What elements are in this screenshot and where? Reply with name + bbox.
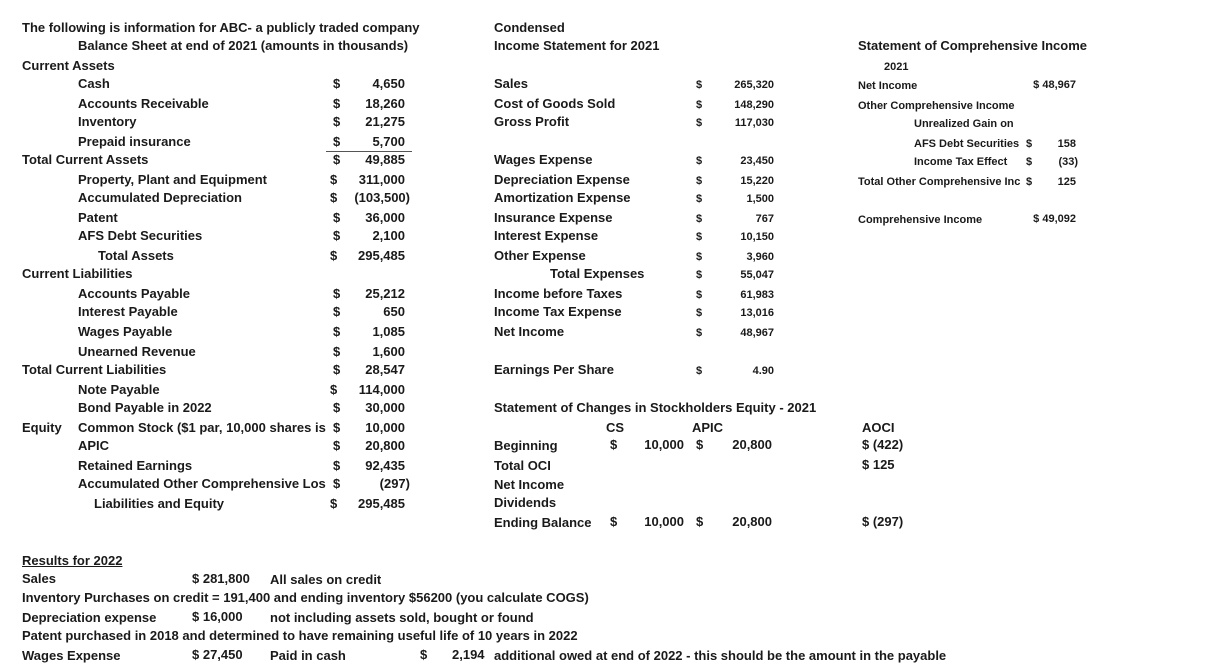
is-row-label: Depreciation Expense <box>494 172 630 187</box>
results-dep-value: $ 16,000 <box>192 609 243 624</box>
bs-row-dollar: $ <box>333 476 341 491</box>
is-row-dollar: $ <box>696 231 703 243</box>
results-wages-owed-note: additional owed at end of 2022 - this should be the amount in the payable <box>494 648 947 663</box>
ending-apic-value: 20,800 <box>732 514 772 529</box>
total-oci-aoci-value: $ 125 <box>862 457 895 472</box>
is-row-value: 15,220 <box>740 175 774 187</box>
dividends-label: Dividends <box>494 495 557 510</box>
total-oci-label: Total OCI <box>494 458 551 473</box>
is-row-label: Insurance Expense <box>494 210 613 225</box>
subtotal-rule <box>326 151 412 152</box>
is-row-value: 4.90 <box>752 365 774 377</box>
is-row-value: 23,450 <box>740 155 774 167</box>
bs-row-label: Liabilities and Equity <box>94 496 225 511</box>
is-row-value: 48,967 <box>740 327 774 339</box>
bs-row-dollar: $ <box>333 438 341 453</box>
is-row-dollar: $ <box>696 175 703 187</box>
bs-row-dollar: $ <box>333 344 341 359</box>
bs-row-dollar: $ <box>333 96 341 111</box>
ending-aoci-value: $ (297) <box>862 514 904 529</box>
is-row-label: Earnings Per Share <box>494 362 614 377</box>
bs-row-value: 311,000 <box>358 172 405 187</box>
is-row-label: Amortization Expense <box>494 190 631 205</box>
ci-tax-effect-label: Income Tax Effect <box>914 156 1008 168</box>
bs-row-label: Accounts Receivable <box>78 96 209 111</box>
is-row-value: 13,016 <box>740 307 774 319</box>
ci-total-oci-label: Total Other Comprehensive Inc <box>858 176 1021 188</box>
is-row-value: 148,290 <box>734 99 774 111</box>
ci-afs-label: AFS Debt Securities <box>914 138 1020 150</box>
beginning-label: Beginning <box>494 438 558 453</box>
ci-comprehensive-income-value: $ 49,092 <box>1033 213 1076 225</box>
beginning-cs-value: 10,000 <box>644 437 684 452</box>
bs-row-value: 295,485 <box>358 496 405 511</box>
ci-unrealized-label: Unrealized Gain on <box>914 118 1014 130</box>
bs-row-label: Retained Earnings <box>78 458 193 473</box>
is-row-value: 10,150 <box>740 231 774 243</box>
bs-row-value: 25,212 <box>365 286 405 301</box>
ci-tax-effect-value: (33) <box>1058 156 1078 168</box>
ci-title: Statement of Comprehensive Income <box>858 38 1087 53</box>
ci-afs-value: 158 <box>1057 138 1076 150</box>
ci-tax-effect-dollar: $ <box>1026 156 1033 168</box>
results-wages-owed-dollar: $ <box>420 647 428 662</box>
bs-row-value: 1,600 <box>372 344 405 359</box>
bs-row-dollar: $ <box>333 400 341 415</box>
is-row-dollar: $ <box>696 269 703 281</box>
bs-row-value: 4,650 <box>372 76 405 91</box>
bs-row-value: 30,000 <box>365 400 405 415</box>
beginning-apic-dollar: $ <box>696 437 704 452</box>
bs-row-label: Total Assets <box>98 248 174 263</box>
bs-row-label: APIC <box>78 438 110 453</box>
bs-row-value: 5,700 <box>372 134 405 149</box>
bs-row-label: Accounts Payable <box>78 286 190 301</box>
bs-row-value: 1,085 <box>372 324 405 339</box>
is-row-label: Net Income <box>494 324 565 339</box>
ci-net-income-label: Net Income <box>858 80 918 92</box>
ending-cs-value: 10,000 <box>644 514 684 529</box>
bs-row-dollar: $ <box>333 152 341 167</box>
bs-row-dollar: $ <box>330 190 338 205</box>
is-row-label: Cost of Goods Sold <box>494 96 616 111</box>
col-cs-header: CS <box>606 420 625 435</box>
bs-row-dollar: $ <box>333 324 341 339</box>
bs-row-label: Cash <box>78 76 110 91</box>
is-row-dollar: $ <box>696 365 703 377</box>
bs-row-label: Prepaid insurance <box>78 134 191 149</box>
bs-row-dollar: $ <box>333 228 341 243</box>
results-wages-owed-value: 2,194 <box>452 647 485 662</box>
bs-row-dollar: $ <box>330 248 338 263</box>
bs-row-label: AFS Debt Securities <box>78 228 203 243</box>
beginning-cs-dollar: $ <box>610 437 618 452</box>
results-wages-value: $ 27,450 <box>192 647 243 662</box>
ci-oci-label: Other Comprehensive Income <box>858 100 1015 112</box>
bs-row-value: (103,500) <box>354 190 410 205</box>
is-row-dollar: $ <box>696 289 703 301</box>
bs-row-value: 295,485 <box>358 248 405 263</box>
beginning-apic-value: 20,800 <box>732 437 772 452</box>
results-inventory-line: Inventory Purchases on credit = 191,400 and ending inventory $56200 (you calculate COGS) <box>22 590 589 605</box>
is-row-value: 265,320 <box>734 79 774 91</box>
is-row-label: Income Tax Expense <box>494 304 622 319</box>
bs-row-dollar: $ <box>333 420 341 435</box>
current-assets-heading: Current Assets <box>22 58 115 73</box>
bs-row-dollar: $ <box>333 210 341 225</box>
ending-apic-dollar: $ <box>696 514 704 529</box>
results-wages-note: Paid in cash <box>270 648 346 663</box>
beginning-aoci-value: $ (422) <box>862 437 904 452</box>
bs-row-value: 114,000 <box>358 382 405 397</box>
ending-cs-dollar: $ <box>610 514 618 529</box>
bs-row-dollar: $ <box>333 362 341 377</box>
ci-afs-dollar: $ <box>1026 138 1033 150</box>
results-wages-label: Wages Expense <box>22 648 121 663</box>
bs-row-dollar: $ <box>330 496 338 511</box>
is-row-dollar: $ <box>696 193 703 205</box>
bs-row-label: Accumulated Depreciation <box>78 190 242 205</box>
is-row-label: Wages Expense <box>494 152 593 167</box>
income-statement-title: Condensed <box>494 20 565 35</box>
is-row-dollar: $ <box>696 213 703 225</box>
bs-row-label: Common Stock ($1 par, 10,000 shares is <box>78 420 326 435</box>
results-heading: Results for 2022 <box>22 553 123 568</box>
net-income-label: Net Income <box>494 477 565 492</box>
is-row-value: 117,030 <box>734 117 774 129</box>
is-row-dollar: $ <box>696 307 703 319</box>
is-row-dollar: $ <box>696 251 703 263</box>
current-liabilities-heading: Current Liabilities <box>22 266 133 281</box>
equity-changes-title: Statement of Changes in Stockholders Equity - 2021 <box>494 400 817 415</box>
is-row-value: 3,960 <box>746 251 774 263</box>
bs-row-label: Total Current Liabilities <box>22 362 167 377</box>
ending-label: Ending Balance <box>494 515 592 530</box>
bs-row-value: 10,000 <box>365 420 405 435</box>
bs-row-label: Total Current Assets <box>22 152 149 167</box>
ci-total-oci-value: 125 <box>1057 176 1076 188</box>
bs-row-label: Unearned Revenue <box>78 344 196 359</box>
is-row-label: Interest Expense <box>494 228 599 243</box>
bs-row-value: 21,275 <box>365 114 405 129</box>
bs-row-label: Patent <box>78 210 118 225</box>
is-row-value: 767 <box>755 213 774 225</box>
bs-row-dollar: $ <box>333 458 341 473</box>
bs-row-label: Accumulated Other Comprehensive Los <box>78 476 326 491</box>
is-row-value: 61,983 <box>740 289 774 301</box>
bs-row-value: 20,800 <box>365 438 405 453</box>
is-row-label: Total Expenses <box>550 266 645 281</box>
bs-row-value: 18,260 <box>365 96 405 111</box>
results-patent-line: Patent purchased in 2018 and determined to have remaining useful life of 10 years in 2022 <box>22 628 578 643</box>
income-statement-subtitle: Income Statement for 2021 <box>494 38 660 53</box>
col-apic-header: APIC <box>692 420 724 435</box>
balance-sheet-title: The following is information for ABC- a publicly traded company <box>22 20 420 35</box>
results-dep-label: Depreciation expense <box>22 610 157 625</box>
bs-row-label: Property, Plant and Equipment <box>78 172 268 187</box>
ci-comprehensive-income-label: Comprehensive Income <box>858 214 983 226</box>
ci-net-income-value: $ 48,967 <box>1033 79 1076 91</box>
bs-row-value: 650 <box>383 304 405 319</box>
is-row-label: Other Expense <box>494 248 586 263</box>
bs-row-label: Bond Payable in 2022 <box>78 400 212 415</box>
bs-row-dollar: $ <box>333 114 341 129</box>
bs-row-dollar: $ <box>330 382 338 397</box>
bs-row-dollar: $ <box>333 76 341 91</box>
bs-row-label: Wages Payable <box>78 324 173 339</box>
col-aoci-header: AOCI <box>862 420 895 435</box>
is-row-label: Sales <box>494 76 528 91</box>
bs-row-dollar: $ <box>333 304 341 319</box>
is-row-dollar: $ <box>696 79 703 91</box>
is-row-dollar: $ <box>696 327 703 339</box>
bs-row-label: Interest Payable <box>78 304 178 319</box>
is-row-value: 1,500 <box>746 193 774 205</box>
equity-heading: Equity <box>22 420 62 435</box>
bs-row-value: 36,000 <box>365 210 405 225</box>
bs-row-dollar: $ <box>333 134 341 149</box>
is-row-dollar: $ <box>696 117 703 129</box>
is-row-label: Income before Taxes <box>494 286 623 301</box>
ci-year: 2021 <box>884 61 909 73</box>
is-row-label: Gross Profit <box>494 114 570 129</box>
bs-row-value: 28,547 <box>365 362 405 377</box>
is-row-dollar: $ <box>696 155 703 167</box>
results-sales-value: $ 281,800 <box>192 571 250 586</box>
bs-row-value: 92,435 <box>365 458 405 473</box>
bs-row-value: 2,100 <box>372 228 405 243</box>
results-dep-note: not including assets sold, bought or found <box>270 610 534 625</box>
results-sales-note: All sales on credit <box>270 572 382 587</box>
is-row-dollar: $ <box>696 99 703 111</box>
bs-row-value: (297) <box>379 476 410 491</box>
bs-row-label: Note Payable <box>78 382 160 397</box>
bs-row-value: 49,885 <box>365 152 405 167</box>
ci-total-oci-dollar: $ <box>1026 176 1033 188</box>
bs-row-dollar: $ <box>330 172 338 187</box>
balance-sheet-subtitle: Balance Sheet at end of 2021 (amounts in thousands) <box>78 38 409 53</box>
is-row-value: 55,047 <box>740 269 774 281</box>
bs-row-dollar: $ <box>333 286 341 301</box>
bs-row-label: Inventory <box>78 114 137 129</box>
results-sales-label: Sales <box>22 571 56 586</box>
